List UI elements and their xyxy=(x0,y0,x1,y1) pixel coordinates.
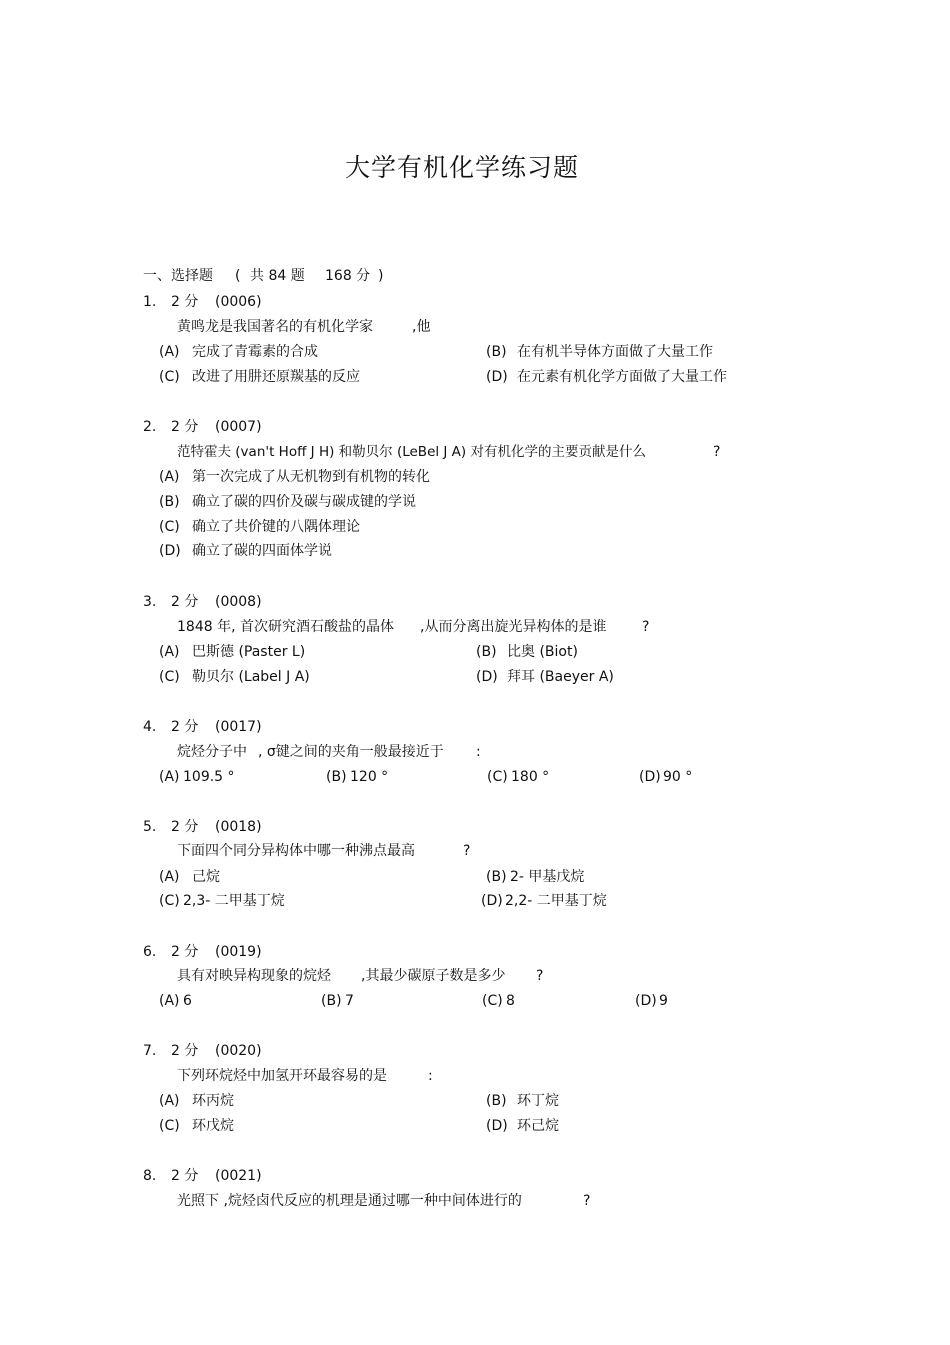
option-text-c: 环戊烷 xyxy=(192,1118,234,1134)
option-text-c: 改进了用肼还原羰基的反应 xyxy=(192,369,360,385)
question-stem-middle: ,从而分离出旋光异构体的是谁 xyxy=(420,619,607,635)
question-stem-tail: ? xyxy=(583,1193,591,1209)
option-text-a: 第一次完成了从无机物到有机物的转化 xyxy=(192,469,430,485)
option-label-c: (C) xyxy=(159,519,180,535)
option-label-a: (A) xyxy=(159,344,180,360)
option-label-b: (B) xyxy=(486,869,507,885)
option-text-c: 8 xyxy=(506,993,515,1009)
option-text-d: 环己烷 xyxy=(517,1118,559,1134)
question-stem: 具有对映异构现象的烷烃 xyxy=(177,968,331,984)
option-label-c: (C) xyxy=(482,993,503,1009)
option-label-c: (C) xyxy=(159,669,180,685)
question-number: 5. xyxy=(143,819,157,835)
question-number: 7. xyxy=(143,1043,157,1059)
question-stem-tail: : xyxy=(428,1068,433,1084)
option-label-a: (A) xyxy=(159,993,180,1009)
question-stem: 1848 年, 首次研究酒石酸盐的晶体 xyxy=(177,619,394,635)
question-stem: 光照下 ,烷烃卤代反应的机理是通过哪一种中间体进行的 xyxy=(177,1193,522,1209)
option-text-c: 确立了共价键的八隅体理论 xyxy=(192,519,360,535)
option-label-a: (A) xyxy=(159,769,180,785)
option-label-a: (A) xyxy=(159,1093,180,1109)
document-title: 大学有机化学练习题 xyxy=(345,153,580,182)
option-label-b: (B) xyxy=(486,344,507,360)
question-stem-tail: ? xyxy=(642,619,650,635)
option-text-a: 完成了青霉素的合成 xyxy=(192,344,318,360)
question-stem-tail: ,他 xyxy=(412,319,431,335)
option-text-a: 环丙烷 xyxy=(192,1093,234,1109)
question-score: 2 分 xyxy=(171,594,199,610)
question-score: 2 分 xyxy=(171,819,199,835)
option-label-d: (D) xyxy=(486,1118,508,1134)
question-score: 2 分 xyxy=(171,419,199,435)
option-text-d: 在元素有机化学方面做了大量工作 xyxy=(517,369,727,385)
question-stem-middle: ,其最少碳原子数是多少 xyxy=(361,968,506,984)
option-text-a: 己烷 xyxy=(192,869,220,885)
question-number: 3. xyxy=(143,594,157,610)
option-label-d: (D) xyxy=(639,769,661,785)
option-text-b: 2- 甲基戊烷 xyxy=(510,869,585,885)
option-text-c: 勒贝尔 (Label J A) xyxy=(192,669,310,685)
option-text-d: 2,2- 二甲基丁烷 xyxy=(505,893,607,909)
section-points: 168 分 xyxy=(325,268,371,284)
question-code: (0021) xyxy=(215,1168,262,1184)
question-score: 2 分 xyxy=(171,719,199,735)
question-code: (0006) xyxy=(215,294,262,310)
option-text-d: 9 xyxy=(659,993,668,1009)
option-label-d: (D) xyxy=(486,369,508,385)
section-total: 共 84 题 xyxy=(250,268,305,284)
option-text-d: 90 ° xyxy=(663,769,693,785)
option-text-b: 7 xyxy=(345,993,354,1009)
question-number: 8. xyxy=(143,1168,157,1184)
question-score: 2 分 xyxy=(171,1043,199,1059)
section-label: 一、选择题 xyxy=(143,268,213,284)
option-text-b: 在有机半导体方面做了大量工作 xyxy=(517,344,713,360)
question-score: 2 分 xyxy=(171,944,199,960)
option-label-a: (A) xyxy=(159,469,180,485)
question-stem-tail: : xyxy=(476,744,481,760)
question-stem: 烷烃分子中 xyxy=(177,744,247,760)
question-number: 6. xyxy=(143,944,157,960)
question-code: (0020) xyxy=(215,1043,262,1059)
option-text-a: 6 xyxy=(183,993,192,1009)
option-label-a: (A) xyxy=(159,869,180,885)
question-stem-tail: ? xyxy=(463,843,471,859)
option-label-d: (D) xyxy=(481,893,503,909)
option-text-a: 109.5 ° xyxy=(183,769,235,785)
question-stem-middle: , σ键之间的夹角一般最接近于 xyxy=(258,744,444,760)
option-text-b: 环丁烷 xyxy=(517,1093,559,1109)
option-text-b: 确立了碳的四价及碳与碳成键的学说 xyxy=(192,494,416,510)
option-label-b: (B) xyxy=(476,644,497,660)
option-text-b: 比奥 (Biot) xyxy=(507,644,578,660)
question-code: (0018) xyxy=(215,819,262,835)
option-label-b: (B) xyxy=(486,1093,507,1109)
question-stem: 范特霍夫 (van't Hoff J H) 和勒贝尔 (LeBel J A) 对有机化学的主要贡献是什么 xyxy=(177,444,646,460)
question-number: 4. xyxy=(143,719,157,735)
question-code: (0019) xyxy=(215,944,262,960)
option-label-d: (D) xyxy=(476,669,498,685)
option-label-b: (B) xyxy=(326,769,347,785)
option-label-c: (C) xyxy=(159,369,180,385)
option-text-c: 180 ° xyxy=(511,769,550,785)
option-label-d: (D) xyxy=(159,543,181,559)
question-stem-tail: ? xyxy=(536,968,544,984)
question-number: 1. xyxy=(143,294,157,310)
question-stem: 下面四个同分异构体中哪一种沸点最高 xyxy=(177,843,415,859)
option-label-c: (C) xyxy=(487,769,508,785)
question-stem-tail: ? xyxy=(713,444,721,460)
question-code: (0007) xyxy=(215,419,262,435)
option-text-d: 确立了碳的四面体学说 xyxy=(192,543,332,559)
option-label-b: (B) xyxy=(321,993,342,1009)
option-text-b: 120 ° xyxy=(350,769,389,785)
question-code: (0017) xyxy=(215,719,262,735)
option-text-c: 2,3- 二甲基丁烷 xyxy=(183,893,285,909)
question-number: 2. xyxy=(143,419,157,435)
question-stem: 下列环烷烃中加氢开环最容易的是 xyxy=(177,1068,387,1084)
option-label-c: (C) xyxy=(159,1118,180,1134)
option-text-d: 拜耳 (Baeyer A) xyxy=(507,669,614,685)
option-label-c: (C) xyxy=(159,893,180,909)
question-stem: 黄鸣龙是我国著名的有机化学家 xyxy=(177,319,373,335)
option-label-d: (D) xyxy=(635,993,657,1009)
section-paren-close: ) xyxy=(378,268,384,284)
question-score: 2 分 xyxy=(171,1168,199,1184)
question-code: (0008) xyxy=(215,594,262,610)
option-label-b: (B) xyxy=(159,494,180,510)
section-paren-open: ( xyxy=(235,268,241,284)
option-text-a: 巴斯德 (Paster L) xyxy=(192,644,306,660)
option-label-a: (A) xyxy=(159,644,180,660)
question-score: 2 分 xyxy=(171,294,199,310)
